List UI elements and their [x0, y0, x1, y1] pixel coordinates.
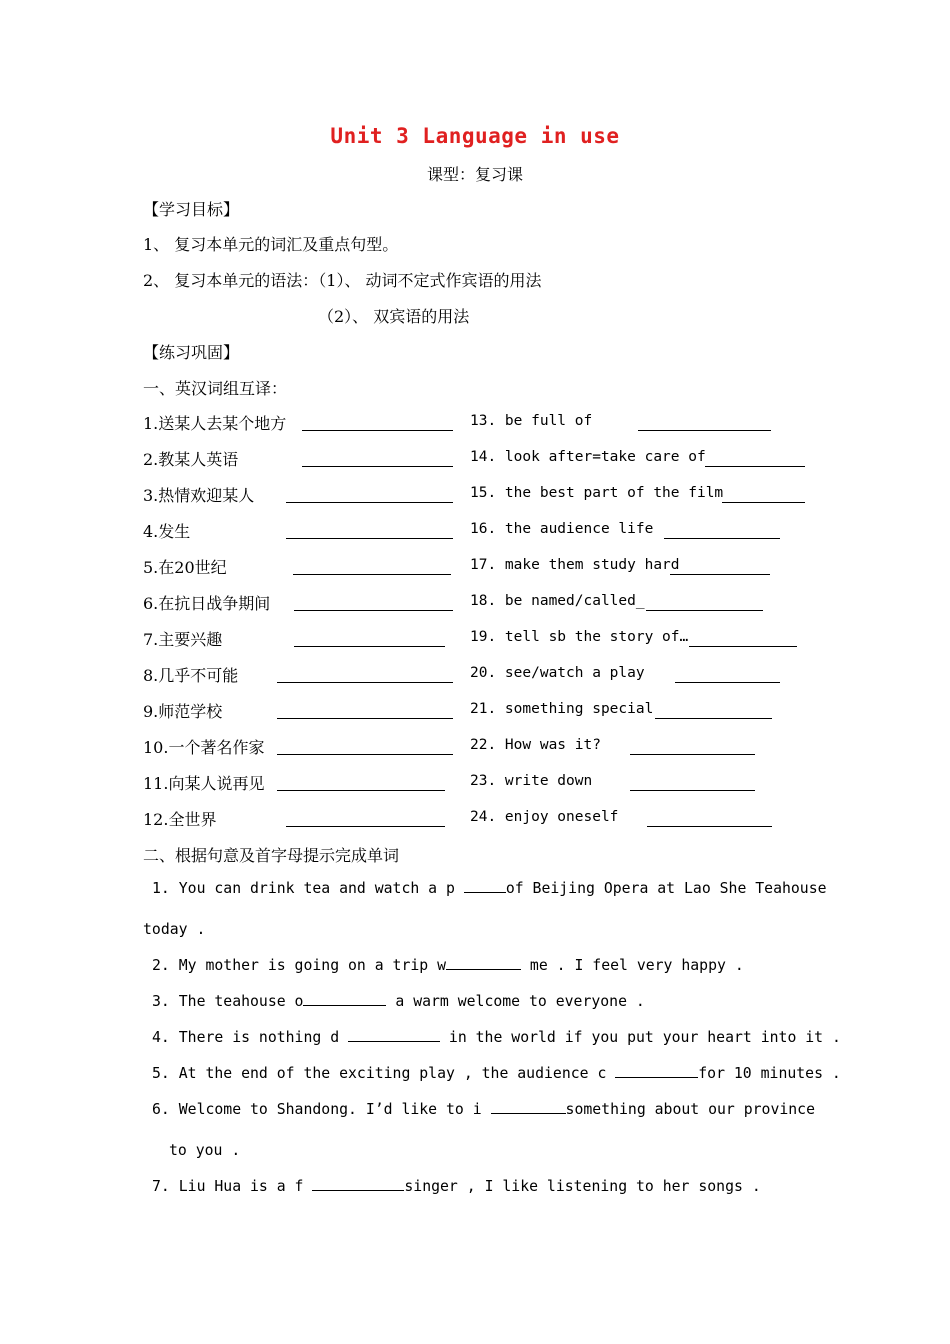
- answer-blank[interactable]: [294, 646, 445, 647]
- answer-blank[interactable]: [302, 430, 453, 431]
- sentence-7: 7. Liu Hua is a f singer , I like listening to her songs .: [152, 1178, 761, 1195]
- vocab-left-9: 9.师范学校: [143, 702, 223, 721]
- answer-blank[interactable]: [615, 1065, 698, 1078]
- vocab-right-13: 13. be full of: [470, 413, 593, 429]
- practice-header: 【练习巩固】: [143, 343, 240, 362]
- answer-blank[interactable]: [722, 502, 805, 503]
- page-title: Unit 3 Language in use: [330, 124, 620, 148]
- answer-blank[interactable]: [655, 718, 772, 719]
- vocab-right-18: 18. be named/called_: [470, 593, 645, 609]
- goal-3: （2）、 双宾语的用法: [318, 307, 470, 326]
- answer-blank[interactable]: [277, 718, 453, 719]
- sentence-5: 5. At the end of the exciting play , the audience c for 10 minutes .: [152, 1065, 841, 1082]
- answer-blank[interactable]: [675, 682, 780, 683]
- vocab-left-12: 12.全世界: [143, 810, 217, 829]
- vocab-right-23: 23. write down: [470, 773, 593, 789]
- answer-blank[interactable]: [670, 574, 770, 575]
- answer-blank[interactable]: [277, 682, 453, 683]
- answer-blank[interactable]: [638, 430, 771, 431]
- vocab-left-5: 5.在20世纪: [143, 558, 227, 577]
- vocab-left-7: 7.主要兴趣: [143, 630, 223, 649]
- vocab-left-8: 8.几乎不可能: [143, 666, 239, 685]
- answer-blank[interactable]: [302, 466, 453, 467]
- answer-blank[interactable]: [630, 790, 755, 791]
- vocab-left-11: 11.向某人说再见: [143, 774, 265, 793]
- vocab-right-16: 16. the audience life: [470, 521, 654, 537]
- sentence-1: 1. You can drink tea and watch a p of Beijing Opera at Lao She Teahouse: [152, 880, 827, 897]
- answer-blank[interactable]: [464, 880, 506, 893]
- vocab-right-22: 22. How was it?: [470, 737, 601, 753]
- section2-title: 二、根据句意及首字母提示完成单词: [143, 846, 400, 865]
- sentence-6-cont: to you .: [169, 1142, 241, 1159]
- answer-blank[interactable]: [277, 790, 445, 791]
- goal-2: 2、 复习本单元的语法：（1）、 动词不定式作宾语的用法: [143, 271, 542, 290]
- sentence-4: 4. There is nothing d in the world if you put your heart into it .: [152, 1029, 841, 1046]
- sentence-3: 3. The teahouse o a warm welcome to everyone .: [152, 993, 645, 1010]
- vocab-left-1: 1.送某人去某个地方: [143, 414, 287, 433]
- goals-header: 【学习目标】: [143, 200, 240, 219]
- answer-blank[interactable]: [647, 826, 772, 827]
- lesson-type: 课型：复习课: [426, 165, 523, 184]
- answer-blank[interactable]: [286, 826, 445, 827]
- vocab-left-2: 2.教某人英语: [143, 450, 239, 469]
- answer-blank[interactable]: [303, 993, 386, 1006]
- vocab-right-17: 17. make them study hard: [470, 557, 680, 573]
- answer-blank[interactable]: [286, 538, 453, 539]
- answer-blank[interactable]: [293, 574, 451, 575]
- vocab-left-10: 10.一个著名作家: [143, 738, 265, 757]
- answer-blank[interactable]: [630, 754, 755, 755]
- answer-blank[interactable]: [277, 754, 453, 755]
- vocab-right-24: 24. enjoy oneself: [470, 809, 619, 825]
- section1-title: 一、英汉词组互译：: [143, 379, 288, 398]
- answer-blank[interactable]: [664, 538, 780, 539]
- answer-blank[interactable]: [646, 610, 763, 611]
- answer-blank[interactable]: [348, 1029, 440, 1042]
- sentence-2: 2. My mother is going on a trip w me . I feel very happy .: [152, 957, 744, 974]
- vocab-right-19: 19. tell sb the story of…: [470, 629, 689, 645]
- sentence-1-cont: today .: [143, 921, 206, 938]
- sentence-6: 6. Welcome to Shandong. I’d like to i something about our province: [152, 1101, 815, 1118]
- vocab-left-3: 3.热情欢迎某人: [143, 486, 255, 505]
- answer-blank[interactable]: [312, 1178, 404, 1191]
- answer-blank[interactable]: [705, 466, 805, 467]
- answer-blank[interactable]: [286, 502, 453, 503]
- answer-blank[interactable]: [689, 646, 797, 647]
- answer-blank[interactable]: [294, 610, 453, 611]
- vocab-left-4: 4.发生: [143, 522, 191, 541]
- vocab-right-21: 21. something special: [470, 701, 654, 717]
- vocab-right-14: 14. look after=take care of: [470, 449, 706, 465]
- vocab-left-6: 6.在抗日战争期间: [143, 594, 271, 613]
- vocab-right-15: 15. the best part of the film: [470, 485, 724, 501]
- goal-1: 1、 复习本单元的词汇及重点句型。: [143, 235, 399, 254]
- answer-blank[interactable]: [446, 957, 521, 970]
- answer-blank[interactable]: [491, 1101, 566, 1114]
- vocab-right-20: 20. see/watch a play: [470, 665, 645, 681]
